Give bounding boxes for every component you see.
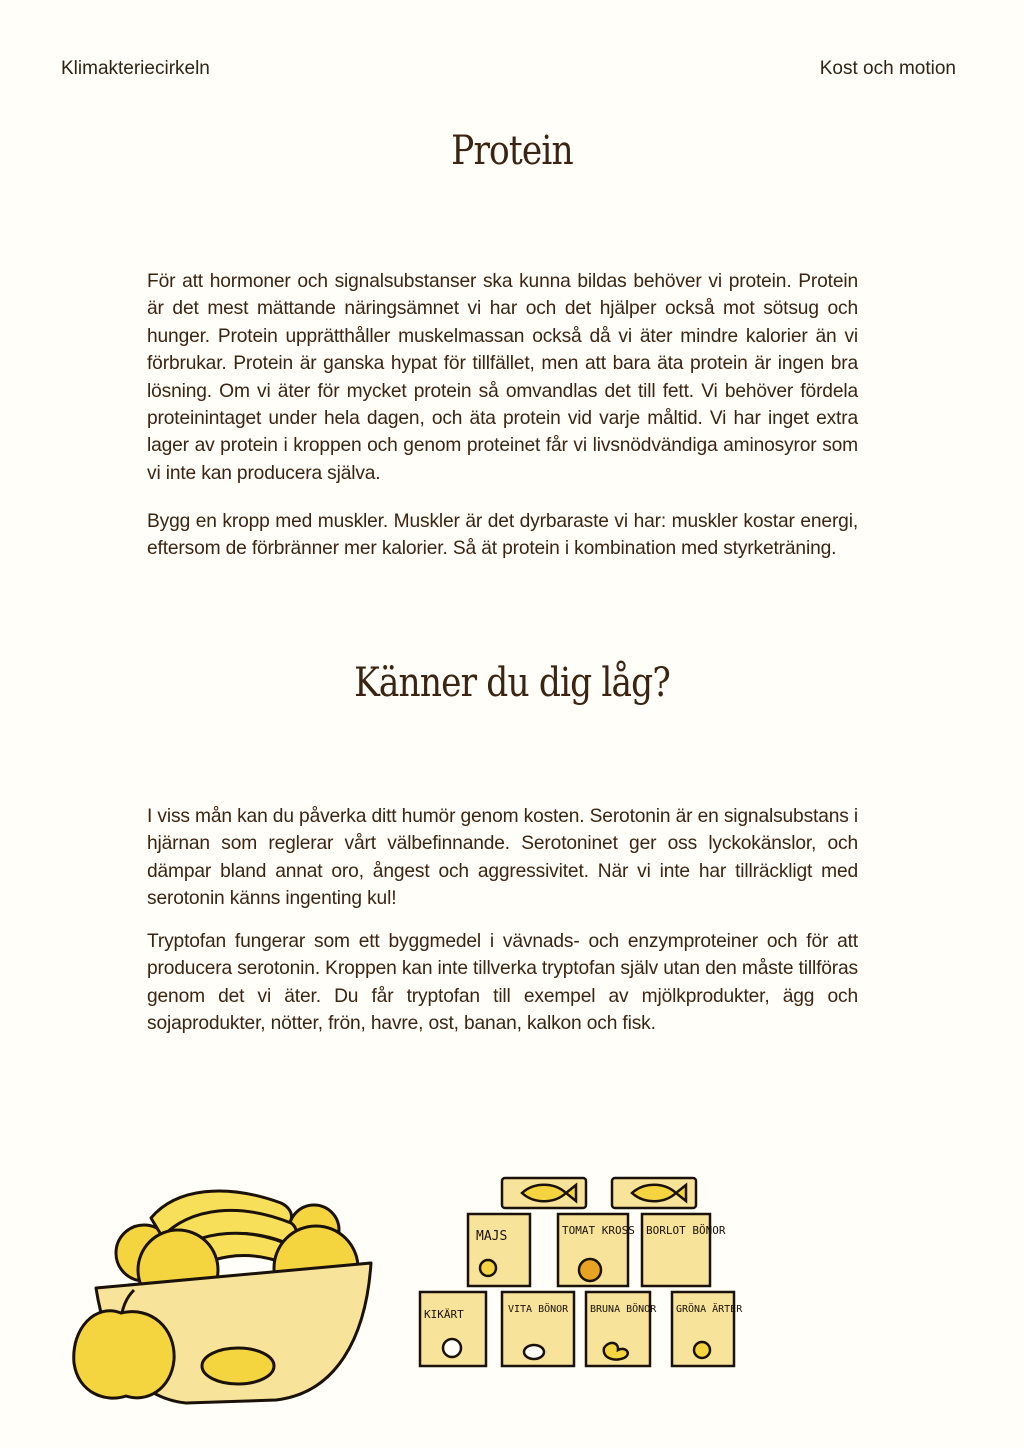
paragraph-mood-2: Tryptofan fungerar som ett byggmedel i vävnads- och enzymproteiner och för att producera serotonin. Kroppen kan inte tillverka tryptofan själv utan den måste tillföras genom det vi äter. Du får tryptofan till exempel av mjölkprodukter, ägg och sojaprodukter, nötter, frön, havre, ost, banan, kalkon och fisk. — [147, 931, 858, 1035]
header-right: Kost och motion — [819, 58, 956, 79]
can-label-borlot: BORLOT BÖNOR — [646, 1224, 726, 1237]
fruit-bowl-illustration — [66, 1178, 386, 1408]
paragraph-protein-1: För att hormoner och signalsubstanser ska kunna bildas behöver vi protein. Protein är det mest mättande näringsämnet vi har och det hjälper också mot sötsug och hunger. Protein upprätthåller muskelmassan också då vi äter mindre kalorier än vi förbrukar. Protein är ganska hypat för tillfället, men att bara äta protein är ingen bra lösning. Om vi äter för mycket protein så omvandlas det till fett. Vi behöver fördela proteinintaget under hela dagen, och äta protein vid varje måltid. Vi har inget extra lager av protein i kroppen och genom proteinet får vi livsnödvändiga aminosyror som vi inte kan producera själva. — [147, 271, 858, 484]
header-left: Klimakteriecirkeln — [61, 58, 210, 79]
can-label-majs: MAJS — [476, 1229, 508, 1244]
can-label-bruna: BRUNA BÖNOR — [590, 1304, 657, 1315]
stacked-cans-illustration — [414, 1170, 744, 1420]
can-label-kikart: KIKÄRT — [424, 1308, 464, 1321]
can-label-tomat: TOMAT KROSS — [562, 1224, 635, 1237]
can-label-vita: VITA BÖNOR — [508, 1304, 569, 1315]
paragraph-protein-2: Bygg en kropp med muskler. Muskler är det dyrbaraste vi har: muskler kostar energi, eftersom de förbränner mer kalorier. Så ät protein i kombination med styrketräning. — [147, 511, 858, 560]
can-label-grona: GRÖNA ÄRTER — [676, 1304, 743, 1315]
section-title-mood: Känner du dig låg? — [354, 660, 670, 706]
paragraph-mood-1: I viss mån kan du påverka ditt humör genom kosten. Serotonin är en signalsubstans i hjärnan som reglerar vårt välbefinnande. Serotoninet ger oss lyckokänslor, och dämpar bland annat oro, ångest och aggressivitet. När vi inte har tillräckligt med serotonin känns ingenting kul! — [147, 806, 858, 910]
section-title-protein: Protein — [451, 128, 573, 174]
